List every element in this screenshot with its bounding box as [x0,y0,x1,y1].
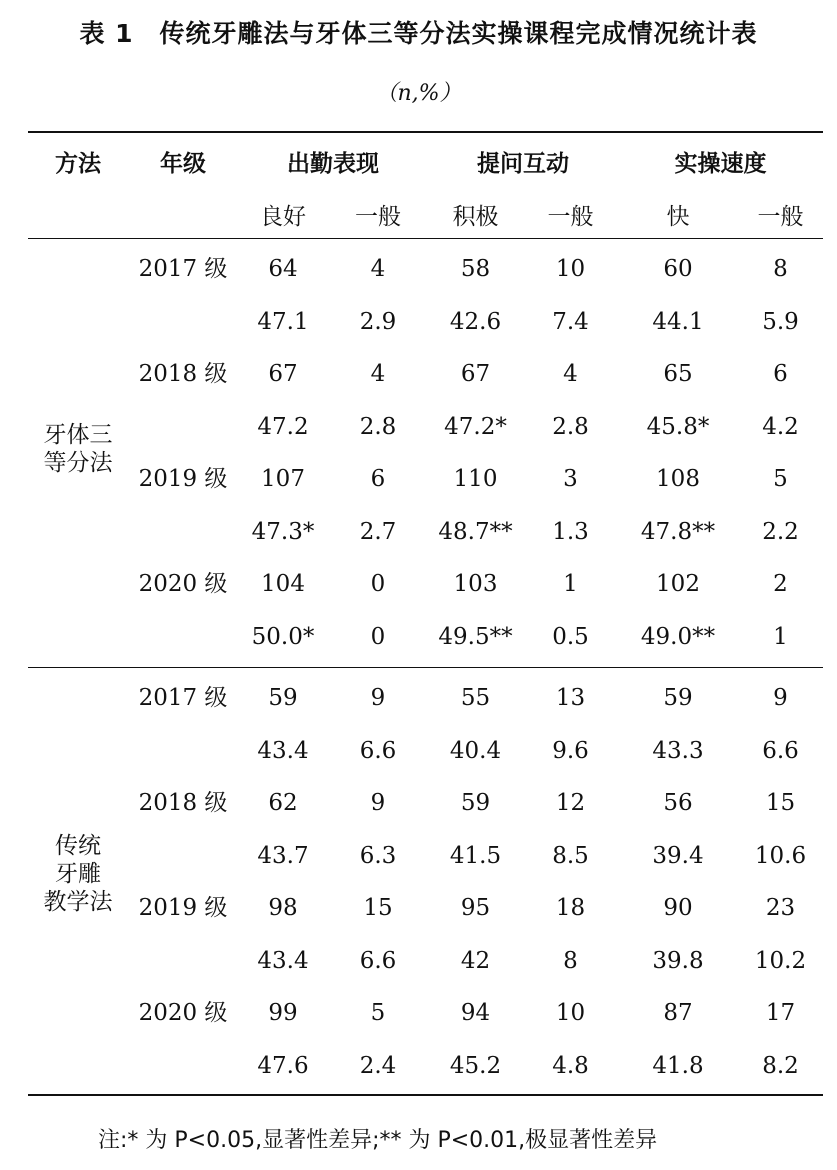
count-cell: 90 [663,895,693,921]
subheader-average: 一般 [547,204,594,230]
count-cell: 94 [460,1000,491,1026]
count-cell: 65 [663,361,693,387]
header-group-attendance: 出勤表现 [287,151,379,177]
count-cell: 59 [460,790,491,816]
percent-cell: 45.2 [449,1053,502,1079]
method-label-line: 传统 [55,833,101,859]
method-label-group-2 [28,832,128,916]
subheader-good: 良好 [260,204,306,230]
count-cell: 0 [370,571,386,597]
percent-cell: 8 [563,948,578,974]
percent-cell: 43.4 [257,948,309,974]
count-cell: 3 [563,466,578,492]
count-cell: 108 [656,466,700,492]
subheader-fast: 快 [666,204,690,230]
count-cell: 107 [261,466,305,492]
percent-cell: 0 [370,624,386,650]
count-cell: 59 [663,685,693,711]
method-label-line: 牙体三 [43,422,113,448]
count-cell: 9 [370,685,386,711]
percent-cell: 47.3* [251,519,315,545]
percent-cell: 43.7 [257,843,309,869]
count-cell: 60 [663,256,693,282]
percent-cell: 43.4 [257,738,309,764]
table-subtitle: （n,%） [375,81,462,106]
group-separator-rule [28,667,823,668]
percent-cell: 6.6 [359,738,397,764]
percent-cell: 50.0* [251,624,315,650]
subheader-active: 积极 [452,204,499,230]
grade-cell: 2020 级 [138,1000,228,1026]
percent-cell: 49.0** [640,624,716,650]
grade-cell: 2018 级 [138,790,228,816]
percent-cell: 5.9 [762,309,799,335]
grade-cell: 2017 级 [138,256,228,282]
percent-cell: 1 [773,624,788,650]
count-cell: 9 [370,790,386,816]
percent-cell: 47.1 [257,309,309,335]
method-label-line: 教学法 [43,889,113,915]
count-cell: 59 [268,685,298,711]
count-cell: 13 [555,685,586,711]
header-grade: 年级 [160,151,206,177]
percent-cell: 42 [460,948,491,974]
percent-cell: 45.8* [646,414,710,440]
percent-cell: 2.8 [552,414,589,440]
count-cell: 55 [460,685,491,711]
percent-cell: 2.4 [359,1053,397,1079]
grade-cell: 2017 级 [138,685,228,711]
percent-cell: 1.3 [552,519,589,545]
grade-cell: 2018 级 [138,361,228,387]
percent-cell: 41.8 [652,1053,704,1079]
count-cell: 62 [268,790,298,816]
count-cell: 103 [453,571,498,597]
percent-cell: 47.8** [640,519,716,545]
table-number: 表 1 [79,19,134,48]
count-cell: 95 [460,895,491,921]
count-cell: 15 [363,895,393,921]
grade-cell: 2019 级 [138,895,228,921]
header-group-interaction: 提问互动 [477,151,569,177]
method-label-group-1 [28,421,128,477]
count-cell: 56 [663,790,693,816]
bottom-rule [28,1094,823,1096]
percent-cell: 10.2 [754,948,807,974]
percent-cell: 0.5 [552,624,589,650]
percent-cell: 48.7** [438,519,513,545]
count-cell: 10 [555,256,586,282]
table-note: 注:* 为 P<0.05,显著性差异;** 为 P<0.01,极显著性差异 [98,1128,658,1153]
percent-cell: 6.6 [359,948,397,974]
count-cell: 99 [268,1000,298,1026]
percent-cell: 6.3 [359,843,397,869]
count-cell: 9 [773,685,788,711]
method-label-line: 等分法 [43,450,113,476]
percent-cell: 8.5 [552,843,589,869]
percent-cell: 39.4 [652,843,704,869]
percent-cell: 4.8 [552,1053,589,1079]
percent-cell: 49.5** [438,624,513,650]
percent-cell: 2.7 [359,519,397,545]
percent-cell: 8.2 [762,1053,799,1079]
percent-cell: 42.6 [449,309,502,335]
subheader-average: 一般 [757,204,804,230]
count-cell: 64 [268,256,298,282]
count-cell: 104 [261,571,305,597]
count-cell: 67 [460,361,491,387]
percent-cell: 2.9 [359,309,397,335]
count-cell: 87 [663,1000,693,1026]
percent-cell: 2.2 [762,519,799,545]
count-cell: 102 [656,571,700,597]
percent-cell: 47.2 [257,414,309,440]
count-cell: 18 [555,895,586,921]
count-cell: 6 [773,361,788,387]
count-cell: 2 [773,571,788,597]
count-cell: 15 [765,790,796,816]
percent-cell: 39.8 [652,948,704,974]
header-rule [28,238,823,239]
count-cell: 17 [765,1000,796,1026]
count-cell: 4 [563,361,578,387]
table-title [0,14,837,50]
percent-cell: 47.6 [257,1053,309,1079]
method-label-line: 牙雕 [55,861,101,887]
percent-cell: 44.1 [652,309,704,335]
header-method: 方法 [55,151,101,177]
count-cell: 8 [773,256,788,282]
percent-cell: 10.6 [754,843,807,869]
percent-cell: 47.2* [444,414,507,440]
percent-cell: 41.5 [449,843,502,869]
percent-cell: 7.4 [552,309,589,335]
percent-cell: 9.6 [552,738,589,764]
count-cell: 5 [370,1000,386,1026]
count-cell: 1 [563,571,578,597]
count-cell: 4 [370,256,386,282]
count-cell: 67 [268,361,298,387]
table-title-text: 传统牙雕法与牙体三等分法实操课程完成情况统计表 [159,19,758,48]
count-cell: 58 [460,256,491,282]
top-rule [28,131,823,133]
count-cell: 5 [773,466,788,492]
subheader-average: 一般 [355,204,401,230]
percent-cell: 4.2 [762,414,799,440]
count-cell: 10 [555,1000,586,1026]
percent-cell: 43.3 [652,738,704,764]
percent-cell: 2.8 [359,414,397,440]
count-cell: 6 [370,466,386,492]
count-cell: 4 [370,361,386,387]
percent-cell: 40.4 [449,738,502,764]
count-cell: 110 [453,466,498,492]
header-group-speed: 实操速度 [674,151,767,177]
count-cell: 12 [555,790,586,816]
grade-cell: 2020 级 [138,571,228,597]
count-cell: 98 [268,895,298,921]
percent-cell: 6.6 [762,738,799,764]
grade-cell: 2019 级 [138,466,228,492]
count-cell: 23 [765,895,796,921]
